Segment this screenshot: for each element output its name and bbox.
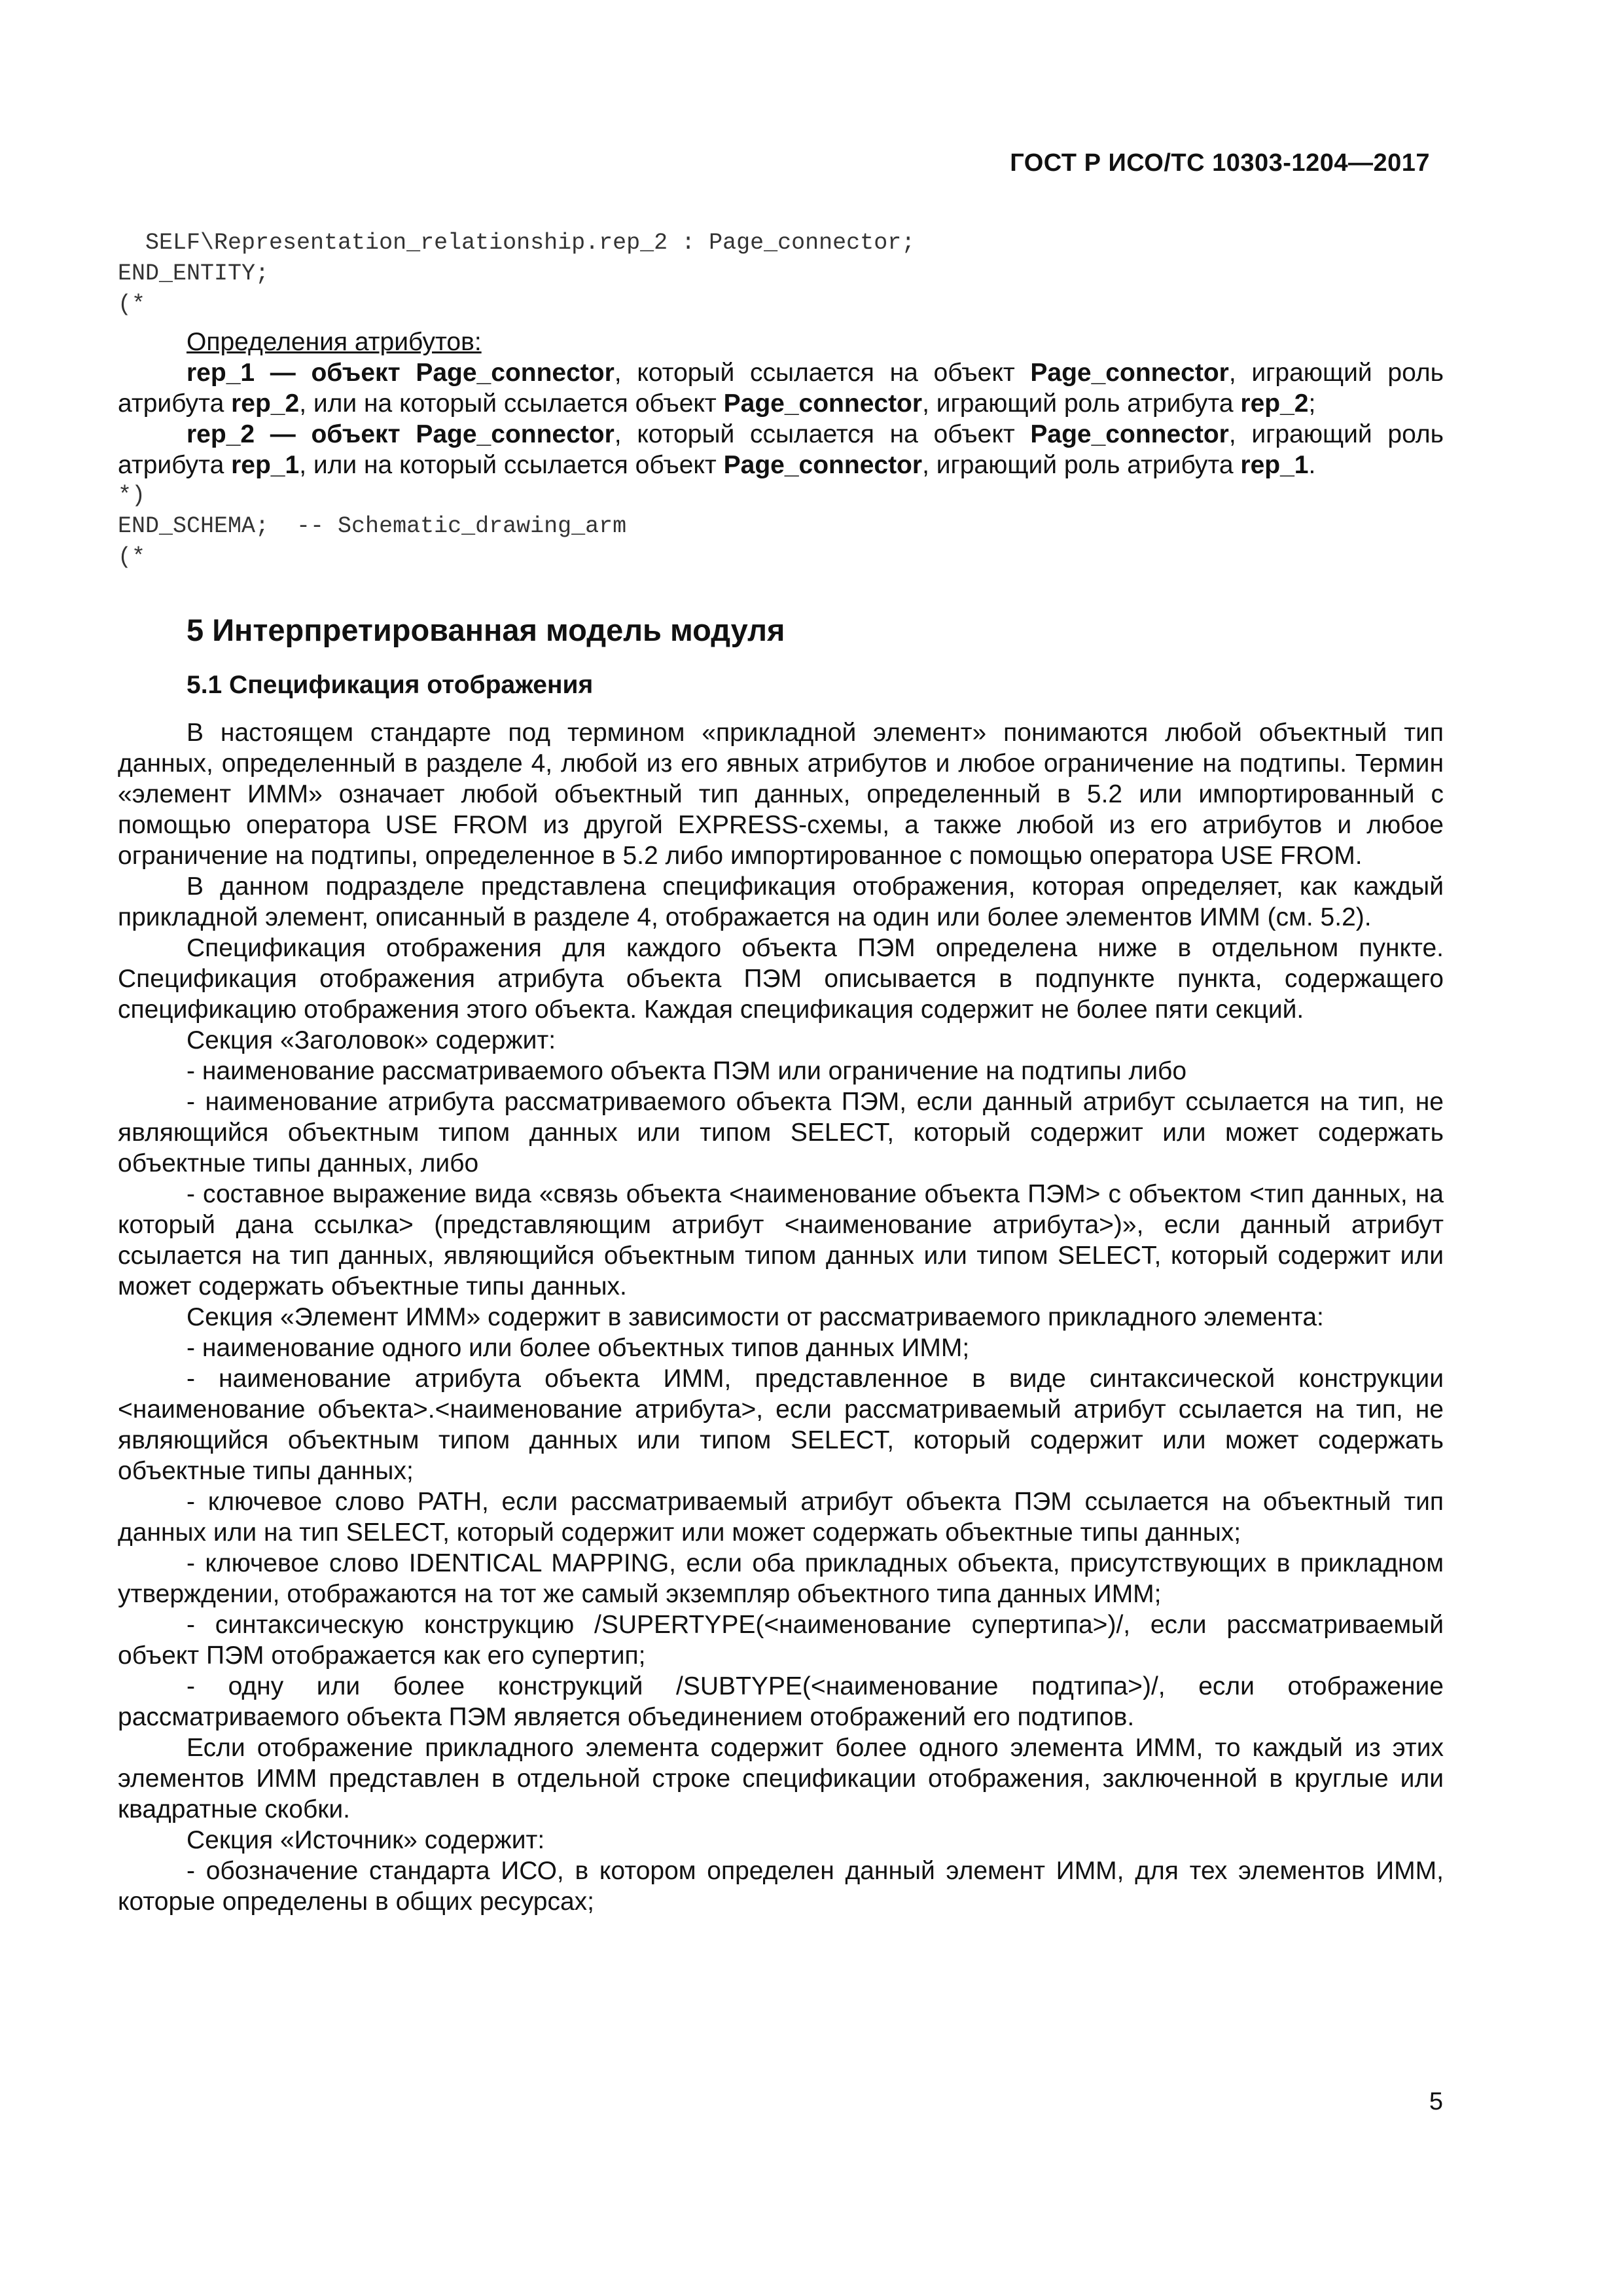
- list-item: - наименование рассматриваемого объекта ПЭМ или ограничение на подтипы либо: [187, 1057, 1187, 1085]
- list-item: - наименование атрибута объекта ИММ, представленное в виде синтаксической конструкции <наименование объекта>.<наименование атрибута>, если рассматриваемый атрибут ссылается на тип, не являющийся объектным типом данных или типом SELECT, который содержит или может содержать объектные типы данных;: [118, 1365, 1444, 1485]
- list-item: - синтаксическую конструкцию /SUPERTYPE(<наименование супертипа>)/, если рассматриваемый объект ПЭМ отображается как его супертип;: [118, 1611, 1444, 1670]
- definition-rep-1: [118, 357, 1444, 419]
- code-line: *): [118, 482, 146, 509]
- code-line: (*: [118, 544, 146, 570]
- list-item: - обозначение стандарта ИСО, в котором определен данный элемент ИММ, для тех элементов ИММ, которые определены в общих ресурсах;: [118, 1857, 1444, 1916]
- list-item: - наименование атрибута рассматриваемого объекта ПЭМ, если данный атрибут ссылается на тип, не являющийся объектным типом данных или типом SELECT, который содержит или может содержать объектные типы данных, либо: [118, 1088, 1444, 1177]
- page-number: 5: [1429, 2088, 1443, 2115]
- list-item: - ключевое слово IDENTICAL MAPPING, если оба прикладных объекта, присутствующих в прикладном утверждении, отображаются на тот же самый экземпляр объектного типа данных ИММ;: [118, 1549, 1444, 1608]
- text: , который ссылается на объект: [614, 420, 1031, 448]
- page-content: [118, 228, 1444, 1917]
- entity-ref: Page_connector: [1030, 359, 1229, 387]
- subsection-heading: 5.1 Спецификация отображения: [187, 671, 594, 699]
- list-item: - одну или более конструкций /SUBTYPE(<наименование подтипа>)/, если отображение рассматриваемого объекта ПЭМ является объединением отображений его подтипов.: [118, 1672, 1444, 1731]
- text: , играющий роль атрибута: [922, 451, 1241, 479]
- body-paragraph: Секция «Элемент ИММ» содержит в зависимости от рассматриваемого прикладного элемента:: [187, 1303, 1324, 1331]
- dash: — объект: [255, 420, 416, 448]
- code-line: END_ENTITY;: [118, 260, 270, 287]
- attr-name: rep_2: [187, 420, 255, 448]
- attr-ref: rep_1: [231, 451, 300, 479]
- document-header: ГОСТ Р ИСО/ТС 10303-1204—2017: [1010, 149, 1430, 177]
- entity-ref: Page_connector: [723, 451, 923, 479]
- text: , или на который ссылается объект: [299, 451, 724, 479]
- text: , играющий роль атрибута: [922, 389, 1241, 418]
- entity-ref: Page_connector: [1030, 420, 1229, 448]
- text: , который ссылается на объект: [614, 359, 1031, 387]
- dash: — объект: [255, 359, 416, 387]
- attr-ref: rep_2: [1240, 389, 1309, 418]
- text: , играющий роль атрибута: [118, 359, 1444, 418]
- attr-ref: rep_1: [1240, 451, 1309, 479]
- definition-rep-2: [118, 419, 1444, 480]
- text: , играющий роль атрибута: [118, 420, 1444, 479]
- list-item: - составное выражение вида «связь объекта <наименование объекта ПЭМ> с объектом <тип данных, на который дана ссылка> (представляющим атрибут <наименование атрибута>)», если данный атрибут ссылается на тип данных, являющийся объектным типом данных или типом SELECT, который содержит или может содержать объектные типы данных.: [118, 1180, 1444, 1300]
- list-item: - ключевое слово PATH, если рассматриваемый атрибут объекта ПЭМ ссылается на объектный тип данных или на тип SELECT, который содержит или может содержать объектные типы данных;: [118, 1488, 1444, 1547]
- text: .: [1308, 451, 1316, 479]
- code-line: (*: [118, 291, 146, 317]
- body-paragraph: В настоящем стандарте под термином «прикладной элемент» понимаются любой объектный тип данных, определенный в разделе 4, любой из его явных атрибутов и любое ограничение на подтипы. Термин «элемент ИММ» означает любой объектный тип данных, определенный в 5.2 или импортированный с помощью оператора USE FROM из другой EXPRESS-схемы, а также любой из его атрибутов и любое ограничение на подтипы, определенное в 5.2 либо импортированное с помощью оператора USE FROM.: [118, 719, 1444, 870]
- entity-ref: Page_connector: [416, 359, 615, 387]
- body-paragraph: В данном подразделе представлена спецификация отображения, которая определяет, как каждый прикладной элемент, описанный в разделе 4, отображается на один или более элементов ИММ (см. 5.2).: [118, 872, 1444, 931]
- list-item: - наименование одного или более объектных типов данных ИММ;: [187, 1334, 970, 1362]
- body-paragraph: Секция «Заголовок» содержит:: [187, 1026, 556, 1054]
- code-line: END_SCHEMA; -- Schematic_drawing_arm: [118, 513, 627, 539]
- body-paragraph: Спецификация отображения для каждого объекта ПЭМ определена ниже в отдельном пункте. Спецификация отображения атрибута объекта ПЭМ описывается в подпункте пункта, содержащего спецификацию отображения этого объекта. Каждая спецификация содержит не более пяти секций.: [118, 934, 1444, 1024]
- text: , или на который ссылается объект: [299, 389, 724, 418]
- definitions-title: Определения атрибутов:: [187, 328, 482, 356]
- body-paragraph: Секция «Источник» содержит:: [187, 1826, 545, 1854]
- attr-name: rep_1: [187, 359, 255, 387]
- code-line: SELF\Representation_relationship.rep_2 : Page_connector;: [118, 230, 916, 256]
- section-heading: 5 Интерпретированная модель модуля: [187, 613, 785, 647]
- entity-ref: Page_connector: [723, 389, 923, 418]
- attr-ref: rep_2: [231, 389, 300, 418]
- text: ;: [1308, 389, 1316, 418]
- body-paragraph: Если отображение прикладного элемента содержит более одного элемента ИММ, то каждый из этих элементов ИММ представлен в отдельной строке спецификации отображения, заключенной в круглые или квадратные скобки.: [118, 1734, 1444, 1823]
- entity-ref: Page_connector: [416, 420, 615, 448]
